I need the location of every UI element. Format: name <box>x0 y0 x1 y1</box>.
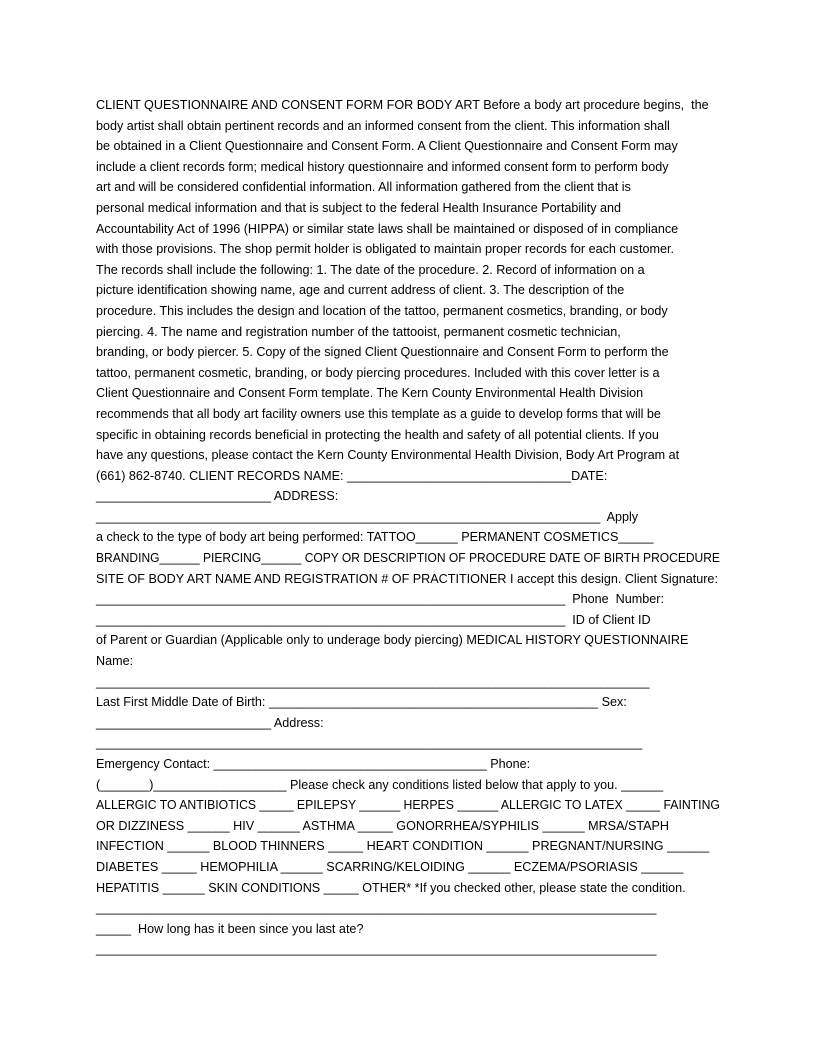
text-line: Client Questionnaire and Consent Form template. The Kern County Environmental Health Division <box>96 386 644 401</box>
text-line: art and will be considered confidential information. All information gathered from the client that is <box>96 180 631 195</box>
conditions-line: DIABETES _____ HEMOPHILIA ______ SCARRING/KELOIDING ______ ECZEMA/PSORIASIS ______ <box>96 859 684 874</box>
text-line: branding, or body piercer. 5. Copy of the signed Client Questionnaire and Consent Form to perform the <box>96 345 669 360</box>
text-line: be obtained in a Client Questionnaire and Consent Form. A Client Questionnaire and Consent Form may <box>96 139 678 154</box>
conditions-line: OR DIZZINESS ______ HIV ______ ASTHMA _____ GONORRHEA/SYPHILIS ______ MRSA/STAPH <box>96 818 670 833</box>
dob-sex-line: Last First Middle Date of Birth: _______________________________________________ Sex: <box>96 695 627 710</box>
emergency-contact-line: Emergency Contact: _______________________________________ Phone: <box>96 757 531 771</box>
id-line: ___________________________________________________________________ ID of Client ID <box>96 612 651 627</box>
text-line: SITE OF BODY ART NAME AND REGISTRATION # OF PRACTITIONER I accept this design. Client Signature: <box>96 571 718 586</box>
text-line: CLIENT QUESTIONNAIRE AND CONSENT FORM FOR BODY ART Before a body art procedure begins, the <box>96 98 709 112</box>
address-blank-line: ______________________________________________________________________________ <box>96 736 643 751</box>
address-blank-line: ________________________________________________________________________ Apply <box>96 509 639 524</box>
text-line: Accountability Act of 1996 (HIPPA) or similar state laws shall be maintained or disposed of in compliance <box>96 221 679 236</box>
text-line: have any questions, please contact the Kern County Environmental Health Division, Body Art Program at <box>96 448 680 463</box>
text-line: of Parent or Guardian (Applicable only to underage body piercing) MEDICAL HISTORY QUESTIONNAIRE <box>96 633 689 648</box>
condition-blank-line: ________________________________________________________________________________ <box>96 901 657 916</box>
text-line: body artist shall obtain pertinent records and an informed consent from the client. This information shall <box>96 118 670 133</box>
text-line: piercing. 4. The name and registration number of the tattooist, permanent cosmetic technician, <box>96 324 621 339</box>
name-label: Name: <box>96 654 134 669</box>
document-body <box>96 95 720 960</box>
last-ate-blank-line: ________________________________________________________________________________ <box>96 942 657 957</box>
name-blank-line: _______________________________________________________________________________ <box>96 674 650 689</box>
text-line: tattoo, permanent cosmetic, branding, or body piercing procedures. Included with this cover letter is a <box>96 365 660 380</box>
date-address-line: _________________________ ADDRESS: <box>96 489 339 504</box>
text-line: The records shall include the following: 1. The date of the procedure. 2. Record of information on a <box>96 262 645 277</box>
phone-conditions-line: (_______)___________________ Please check any conditions listed below that apply to you. ______ <box>96 777 664 792</box>
conditions-line: INFECTION ______ BLOOD THINNERS _____ HEART CONDITION ______ PREGNANT/NURSING ______ <box>96 839 710 854</box>
sex-address-line: _________________________ Address: <box>96 715 324 730</box>
text-line: include a client records form; medical history questionnaire and informed consent form to perform body <box>96 159 669 174</box>
text-line: recommends that all body art facility owners use this template as a guide to develop forms that will be <box>96 406 661 421</box>
body-art-type-line: BRANDING______ PIERCING______ COPY OR DESCRIPTION OF PROCEDURE DATE OF BIRTH PROCEDURE <box>96 551 720 566</box>
client-records-name-line: (661) 862-8740. CLIENT RECORDS NAME: ________________________________DATE: <box>96 468 608 483</box>
text-line: procedure. This includes the design and location of the tattoo, permanent cosmetics, branding, or body <box>96 303 668 318</box>
conditions-line: ALLERGIC TO ANTIBIOTICS _____ EPILEPSY ______ HERPES ______ ALLERGIC TO LATEX _____ FAINTING <box>96 798 720 813</box>
text-line: with those provisions. The shop permit holder is obligated to maintain proper records for each customer. <box>96 242 674 257</box>
last-ate-line: _____ How long has it been since you last ate? <box>96 921 364 936</box>
signature-phone-line: ___________________________________________________________________ Phone Number: <box>96 592 664 607</box>
text-line: picture identification showing name, age and current address of client. 3. The description of the <box>96 283 625 298</box>
text-line: specific in obtaining records beneficial in protecting the health and safety of all potential clients. If you <box>96 427 659 442</box>
text-line: personal medical information and that is subject to the federal Health Insurance Portability and <box>96 200 622 215</box>
conditions-line: HEPATITIS ______ SKIN CONDITIONS _____ OTHER* *If you checked other, please state the condition. <box>96 880 686 895</box>
body-art-type-line: a check to the type of body art being performed: TATTOO______ PERMANENT COSMETICS_____ <box>96 530 654 545</box>
